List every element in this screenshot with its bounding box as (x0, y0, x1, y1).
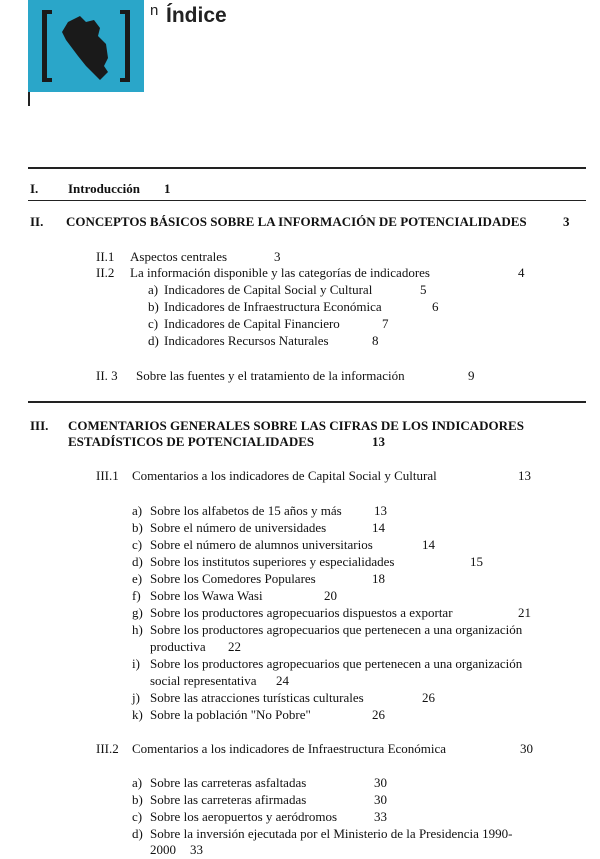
chapter-number: III. (30, 418, 49, 433)
page-number: 30 (374, 775, 387, 790)
logo-divider (28, 92, 30, 106)
page-number: 20 (324, 588, 337, 603)
item-title: Sobre el número de universidades (150, 520, 327, 535)
page-number: 26 (372, 707, 385, 722)
page-number: 9 (468, 368, 475, 383)
page-number: 7 (382, 316, 389, 331)
page-number: 30 (520, 741, 533, 756)
item-letter: j) (132, 690, 140, 705)
page-number: 4 (518, 265, 525, 280)
item-letter: c) (132, 809, 143, 824)
item-title: Sobre las carreteras afirmadas (150, 792, 307, 807)
item-letter: k) (132, 707, 143, 722)
item-title: Sobre el número de alumnos universitarios (150, 537, 373, 552)
item-title: Indicadores Recursos Naturales (164, 333, 329, 348)
section-number: II. 3 (96, 368, 118, 383)
item-letter: b) (148, 299, 159, 314)
page-number: 26 (422, 690, 435, 705)
page-number: 3 (274, 249, 281, 264)
item-title-cont: social representativa (150, 673, 257, 688)
peru-map-icon (28, 0, 144, 92)
chapter-title: Introducción (68, 181, 140, 196)
section-number: II.2 (96, 265, 115, 280)
item-letter: a) (132, 775, 143, 790)
item-title: Sobre los productores agropecuarios que pertenecen a una organización (150, 656, 523, 671)
item-letter: d) (132, 554, 143, 569)
section-title: Comentarios a los indicadores de Infraestructura Económica (132, 741, 447, 756)
page-number: 5 (420, 282, 427, 297)
item-title: Sobre la población "No Pobre" (150, 707, 311, 722)
page-number: 15 (470, 554, 483, 569)
page-number: 30 (374, 792, 387, 807)
item-letter: a) (148, 282, 159, 297)
page-number: 24 (276, 673, 289, 688)
page-number: 18 (372, 571, 385, 586)
item-letter: e) (132, 571, 143, 586)
divider (28, 401, 586, 403)
section-number: III.2 (96, 741, 119, 756)
page-number: 21 (518, 605, 531, 620)
top-rule (28, 167, 586, 169)
divider (28, 200, 586, 201)
section-title: Aspectos centrales (130, 249, 228, 264)
title-superscript: n (150, 2, 159, 19)
item-title: Sobre los institutos superiores y especialidades (150, 554, 395, 569)
item-title: Sobre los aeropuertos y aeródromos (150, 809, 338, 824)
page-number: 22 (228, 639, 241, 654)
item-letter: b) (132, 792, 143, 807)
page-number: 3 (563, 214, 570, 229)
item-letter: d) (132, 826, 143, 841)
item-letter: d) (148, 333, 159, 348)
section-number: III.1 (96, 468, 119, 483)
page-number: 13 (374, 503, 387, 518)
chapter-number: I. (30, 181, 39, 196)
item-title: Sobre los alfabetos de 15 años y más (150, 503, 342, 518)
section-number: II.1 (96, 249, 115, 264)
item-letter: h) (132, 622, 143, 637)
item-title-cont: 2000 (150, 842, 176, 857)
item-title: Sobre los Wawa Wasi (150, 588, 263, 603)
page-number: 13 (372, 434, 385, 449)
page-number: 33 (190, 842, 203, 857)
item-title: Sobre las carreteras asfaltadas (150, 775, 307, 790)
item-letter: b) (132, 520, 143, 535)
page-number: 14 (372, 520, 385, 535)
chapter-title-line1: COMENTARIOS GENERALES SOBRE LAS CIFRAS DE LOS INDICADORES (68, 418, 524, 433)
item-letter: g) (132, 605, 143, 620)
chapter-title-line2: ESTADÍSTICOS DE POTENCIALIDADES (68, 434, 315, 449)
item-letter: i) (132, 656, 140, 671)
section-title: La información disponible y las categorías de indicadores (130, 265, 430, 280)
item-title: Indicadores de Capital Financiero (164, 316, 340, 331)
item-letter: a) (132, 503, 143, 518)
item-letter: f) (132, 588, 141, 603)
page-number: 8 (372, 333, 379, 348)
item-title: Indicadores de Infraestructura Económica (164, 299, 382, 314)
section-title: Comentarios a los indicadores de Capital Social y Cultural (132, 468, 437, 483)
item-title: Sobre los productores agropecuarios que pertenecen a una organización (150, 622, 523, 637)
item-title: Sobre los productores agropecuarios dispuestos a exportar (150, 605, 453, 620)
item-title: Sobre la inversión ejecutada por el Ministerio de la Presidencia 1990- (150, 826, 513, 841)
page-number: 1 (164, 181, 171, 196)
item-title: Indicadores de Capital Social y Cultural (164, 282, 373, 297)
item-title-cont: productiva (150, 639, 206, 654)
section-title: Sobre las fuentes y el tratamiento de la información (136, 368, 405, 383)
item-letter: c) (132, 537, 143, 552)
page-number: 13 (518, 468, 531, 483)
logo (28, 0, 144, 92)
page-number: 6 (432, 299, 439, 314)
page-title: Índice (166, 4, 227, 27)
chapter-title: CONCEPTOS BÁSICOS SOBRE LA INFORMACIÓN DE POTENCIALIDADES (66, 214, 527, 229)
page-number: 14 (422, 537, 435, 552)
page-number: 33 (374, 809, 387, 824)
chapter-number: II. (30, 214, 44, 229)
item-title: Sobre los Comedores Populares (150, 571, 316, 586)
item-title: Sobre las atracciones turísticas culturales (150, 690, 364, 705)
item-letter: c) (148, 316, 159, 331)
